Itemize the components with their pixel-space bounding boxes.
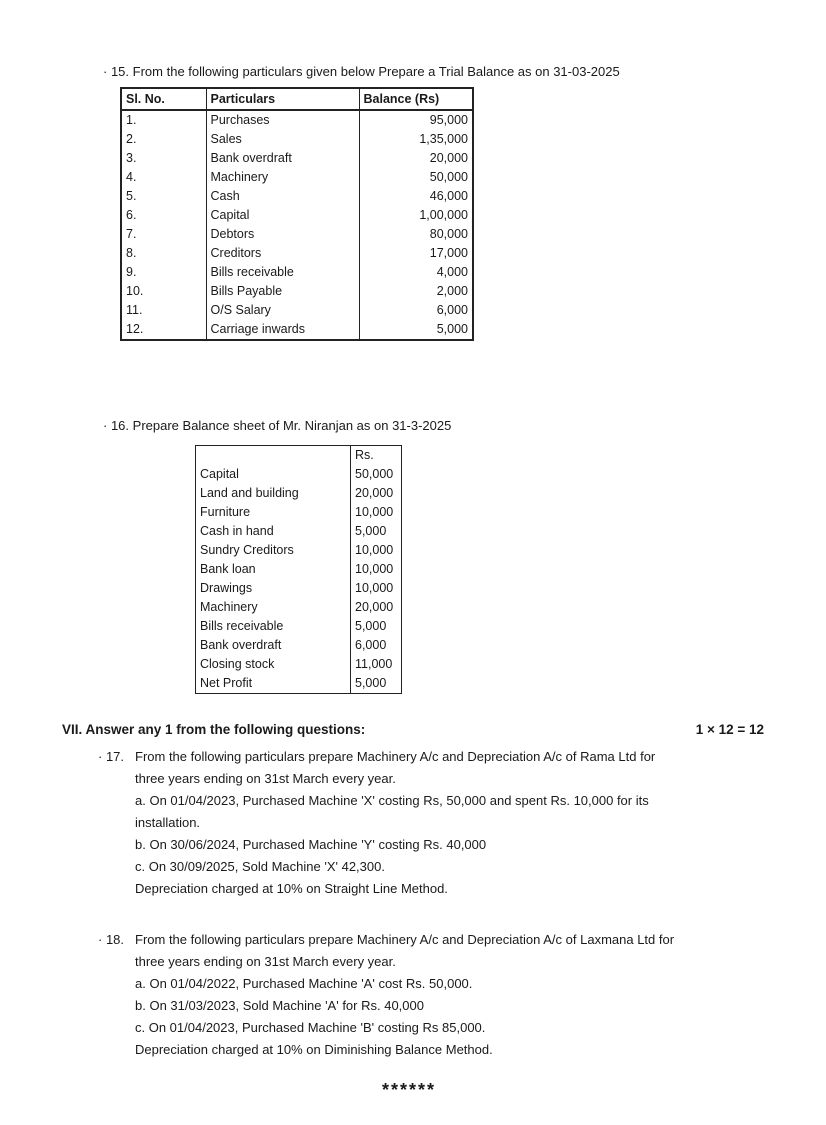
end-mark: ******	[382, 1080, 437, 1100]
serial-number: 2.	[121, 130, 206, 149]
section-title: VII. Answer any 1 from the following questions:	[62, 722, 366, 737]
trial-balance-table	[120, 87, 474, 341]
amount: 20,000	[351, 484, 402, 503]
balance: 80,000	[359, 225, 473, 244]
question-number: 16.	[110, 418, 130, 433]
table-row	[196, 465, 402, 484]
question-line: c. On 01/04/2023, Purchased Machine 'B' costing Rs 85,000.	[135, 1020, 486, 1035]
table-row	[121, 244, 473, 263]
serial-number: 9.	[121, 263, 206, 282]
table-row	[196, 617, 402, 636]
serial-number: 6.	[121, 206, 206, 225]
table-row	[121, 282, 473, 301]
question-line: b. On 30/06/2024, Purchased Machine 'Y' costing Rs. 40,000	[135, 837, 487, 852]
amount: 10,000	[351, 503, 402, 522]
serial-number: 7.	[121, 225, 206, 244]
serial-number: 8.	[121, 244, 206, 263]
table-row	[121, 149, 473, 168]
particular: Capital	[196, 465, 351, 484]
balance: 50,000	[359, 168, 473, 187]
serial-number: 1.	[121, 110, 206, 130]
balance: 1,00,000	[359, 206, 473, 225]
balance: 46,000	[359, 187, 473, 206]
particular: Bills receivable	[206, 263, 359, 282]
balance: 6,000	[359, 301, 473, 320]
particular: Closing stock	[196, 655, 351, 674]
particular: Bills receivable	[196, 617, 351, 636]
serial-number: 10.	[121, 282, 206, 301]
balance: 2,000	[359, 282, 473, 301]
table-row	[196, 522, 402, 541]
particular: Carriage inwards	[206, 320, 359, 340]
particular: O/S Salary	[206, 301, 359, 320]
question-line: b. On 31/03/2023, Sold Machine 'A' for Rs. 40,000	[135, 998, 424, 1013]
serial-number: 3.	[121, 149, 206, 168]
table-row	[121, 130, 473, 149]
particular: Cash in hand	[196, 522, 351, 541]
amount: 10,000	[351, 541, 402, 560]
balance: 17,000	[359, 244, 473, 263]
question-text: From the following particulars given below Prepare a Trial Balance as on 31-03-2025	[132, 64, 620, 79]
column-header: Sl. No.	[121, 88, 206, 110]
amount: 5,000	[351, 522, 402, 541]
question-line: installation.	[135, 815, 201, 830]
question-line: a. On 01/04/2022, Purchased Machine 'A' cost Rs. 50,000.	[135, 976, 473, 991]
particular: Drawings	[196, 579, 351, 598]
serial-number: 5.	[121, 187, 206, 206]
table-row	[121, 301, 473, 320]
question-text: Prepare Balance sheet of Mr. Niranjan as on 31-3-2025	[132, 418, 452, 433]
unit-label: Rs.	[351, 446, 402, 466]
table-header-row	[121, 88, 473, 110]
particular: Machinery	[196, 598, 351, 617]
amount: 20,000	[351, 598, 402, 617]
question-17-number: · 17.	[98, 749, 125, 764]
amount: 11,000	[351, 655, 402, 674]
question-line: a. On 01/04/2023, Purchased Machine 'X' costing Rs, 50,000 and spent Rs. 10,000 for its	[135, 793, 649, 808]
table-row	[121, 320, 473, 340]
amount: 10,000	[351, 579, 402, 598]
particular: Bank overdraft	[206, 149, 359, 168]
question-line: Depreciation charged at 10% on Straight Line Method.	[135, 881, 448, 896]
table-row	[196, 598, 402, 617]
table-header-row	[196, 446, 402, 466]
particular: Machinery	[206, 168, 359, 187]
table-row	[196, 579, 402, 598]
table-row	[121, 168, 473, 187]
particular: Capital	[206, 206, 359, 225]
table-row	[121, 110, 473, 130]
particular: Sales	[206, 130, 359, 149]
amount: 10,000	[351, 560, 402, 579]
question-15-heading: · 15. From the following particulars given below Prepare a Trial Balance as on 31-03-2025	[103, 64, 620, 79]
table-row	[196, 636, 402, 655]
table-row	[121, 187, 473, 206]
table-row	[121, 225, 473, 244]
table-row	[121, 206, 473, 225]
question-line: Depreciation charged at 10% on Diminishing Balance Method.	[135, 1042, 493, 1057]
particular: Bank overdraft	[196, 636, 351, 655]
particular: Bills Payable	[206, 282, 359, 301]
question-17	[135, 746, 775, 900]
table-row	[196, 560, 402, 579]
question-line: From the following particulars prepare Machinery A/c and Depreciation A/c of Laxmana Ltd for	[135, 932, 675, 947]
serial-number: 11.	[121, 301, 206, 320]
table-row	[196, 674, 402, 694]
balance: 4,000	[359, 263, 473, 282]
question-16-heading: · 16. Prepare Balance sheet of Mr. Niranjan as on 31-3-2025	[103, 418, 452, 433]
column-header: Particulars	[206, 88, 359, 110]
particular: Purchases	[206, 110, 359, 130]
question-18-number: · 18.	[98, 932, 125, 947]
particular: Sundry Creditors	[196, 541, 351, 560]
particular: Creditors	[206, 244, 359, 263]
particular: Bank loan	[196, 560, 351, 579]
amount: 5,000	[351, 617, 402, 636]
serial-number: 12.	[121, 320, 206, 340]
question-number: 15.	[110, 64, 130, 79]
amount: 50,000	[351, 465, 402, 484]
table-row	[196, 503, 402, 522]
balance: 1,35,000	[359, 130, 473, 149]
particular: Land and building	[196, 484, 351, 503]
balance: 95,000	[359, 110, 473, 130]
serial-number: 4.	[121, 168, 206, 187]
table-row	[121, 263, 473, 282]
particular: Debtors	[206, 225, 359, 244]
table-row	[196, 541, 402, 560]
question-line: c. On 30/09/2025, Sold Machine 'X' 42,300.	[135, 859, 385, 874]
amount: 6,000	[351, 636, 402, 655]
question-line: three years ending on 31st March every year.	[135, 954, 396, 969]
column-header: Balance (Rs)	[359, 88, 473, 110]
question-18	[135, 929, 775, 1061]
section-marks: 1 × 12 = 12	[695, 722, 764, 737]
particular: Cash	[206, 187, 359, 206]
question-line: three years ending on 31st March every year.	[135, 771, 396, 786]
balance: 5,000	[359, 320, 473, 340]
question-line: From the following particulars prepare Machinery A/c and Depreciation A/c of Rama Ltd for	[135, 749, 656, 764]
table-row	[196, 655, 402, 674]
balance: 20,000	[359, 149, 473, 168]
balance-sheet-table	[195, 445, 402, 694]
table-row	[196, 484, 402, 503]
particular: Furniture	[196, 503, 351, 522]
particular: Net Profit	[196, 674, 351, 694]
amount: 5,000	[351, 674, 402, 694]
